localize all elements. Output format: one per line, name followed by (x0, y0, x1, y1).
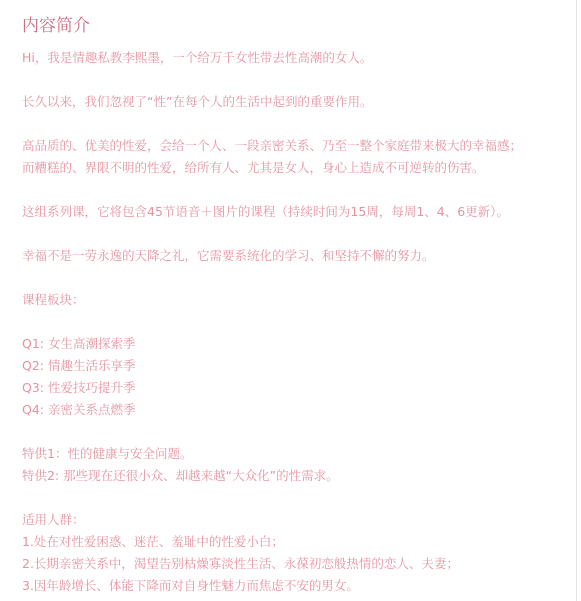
spacer (22, 179, 572, 201)
audience-item: 2.长期亲密关系中，渴望告别枯燥寡淡性生活、永葆初恋般热情的恋人、夫妻； (22, 556, 459, 571)
audience-item: 3.因年龄增长、体能下降而对自身性魅力而焦虑不安的男女。 (22, 578, 359, 593)
modules-heading: 课程板块： (22, 292, 85, 307)
intro-line: 长久以来，我们忽视了“性”在每个人的生活中起到的重要作用。 (22, 94, 373, 109)
spacer (22, 69, 572, 91)
spacer (22, 113, 572, 135)
intro-line: 幸福不是一劳永逸的天降之礼，它需要系统化的学习、和坚持不懈的努力。 (22, 248, 435, 263)
spacer (22, 421, 572, 443)
audience-heading: 适用人群： (22, 512, 85, 527)
section-title: 内容简介 (22, 16, 90, 36)
special-item: 特供2: 那些现在还很小众、却越来越“大众化”的性需求。 (22, 468, 339, 483)
module-item: Q1: 女生高潮探索季 (22, 336, 136, 351)
module-item: Q3: 性爱技巧提升季 (22, 380, 136, 395)
spacer (22, 311, 572, 333)
special-item: 特供1：性的健康与安全问题。 (22, 446, 193, 461)
description-body (22, 47, 572, 597)
module-item: Q2: 情趣生活乐享季 (22, 358, 136, 373)
intro-line: 而糟糕的、界限不明的性爱，给所有人、尤其是女人，身心上造成不可逆转的伤害。 (22, 160, 485, 175)
audience-item: 1.处在对性爱困惑、迷茫、羞耻中的性爱小白； (22, 534, 284, 549)
spacer (22, 267, 572, 289)
spacer (22, 223, 572, 245)
intro-line: 这组系列课，它将包含45节语音＋图片的课程（持续时间为15周，每周1、4、6更新）。 (22, 204, 509, 219)
intro-line: 高品质的、优美的性爱，会给一个人、一段亲密关系、乃至一整个家庭带来极大的幸福感； (22, 138, 523, 153)
module-item: Q4: 亲密关系点燃季 (22, 402, 136, 417)
intro-line: Hi，我是情趣私教李熙墨，一个给万千女性带去性高潮的女人。 (22, 50, 373, 65)
spacer (22, 487, 572, 509)
